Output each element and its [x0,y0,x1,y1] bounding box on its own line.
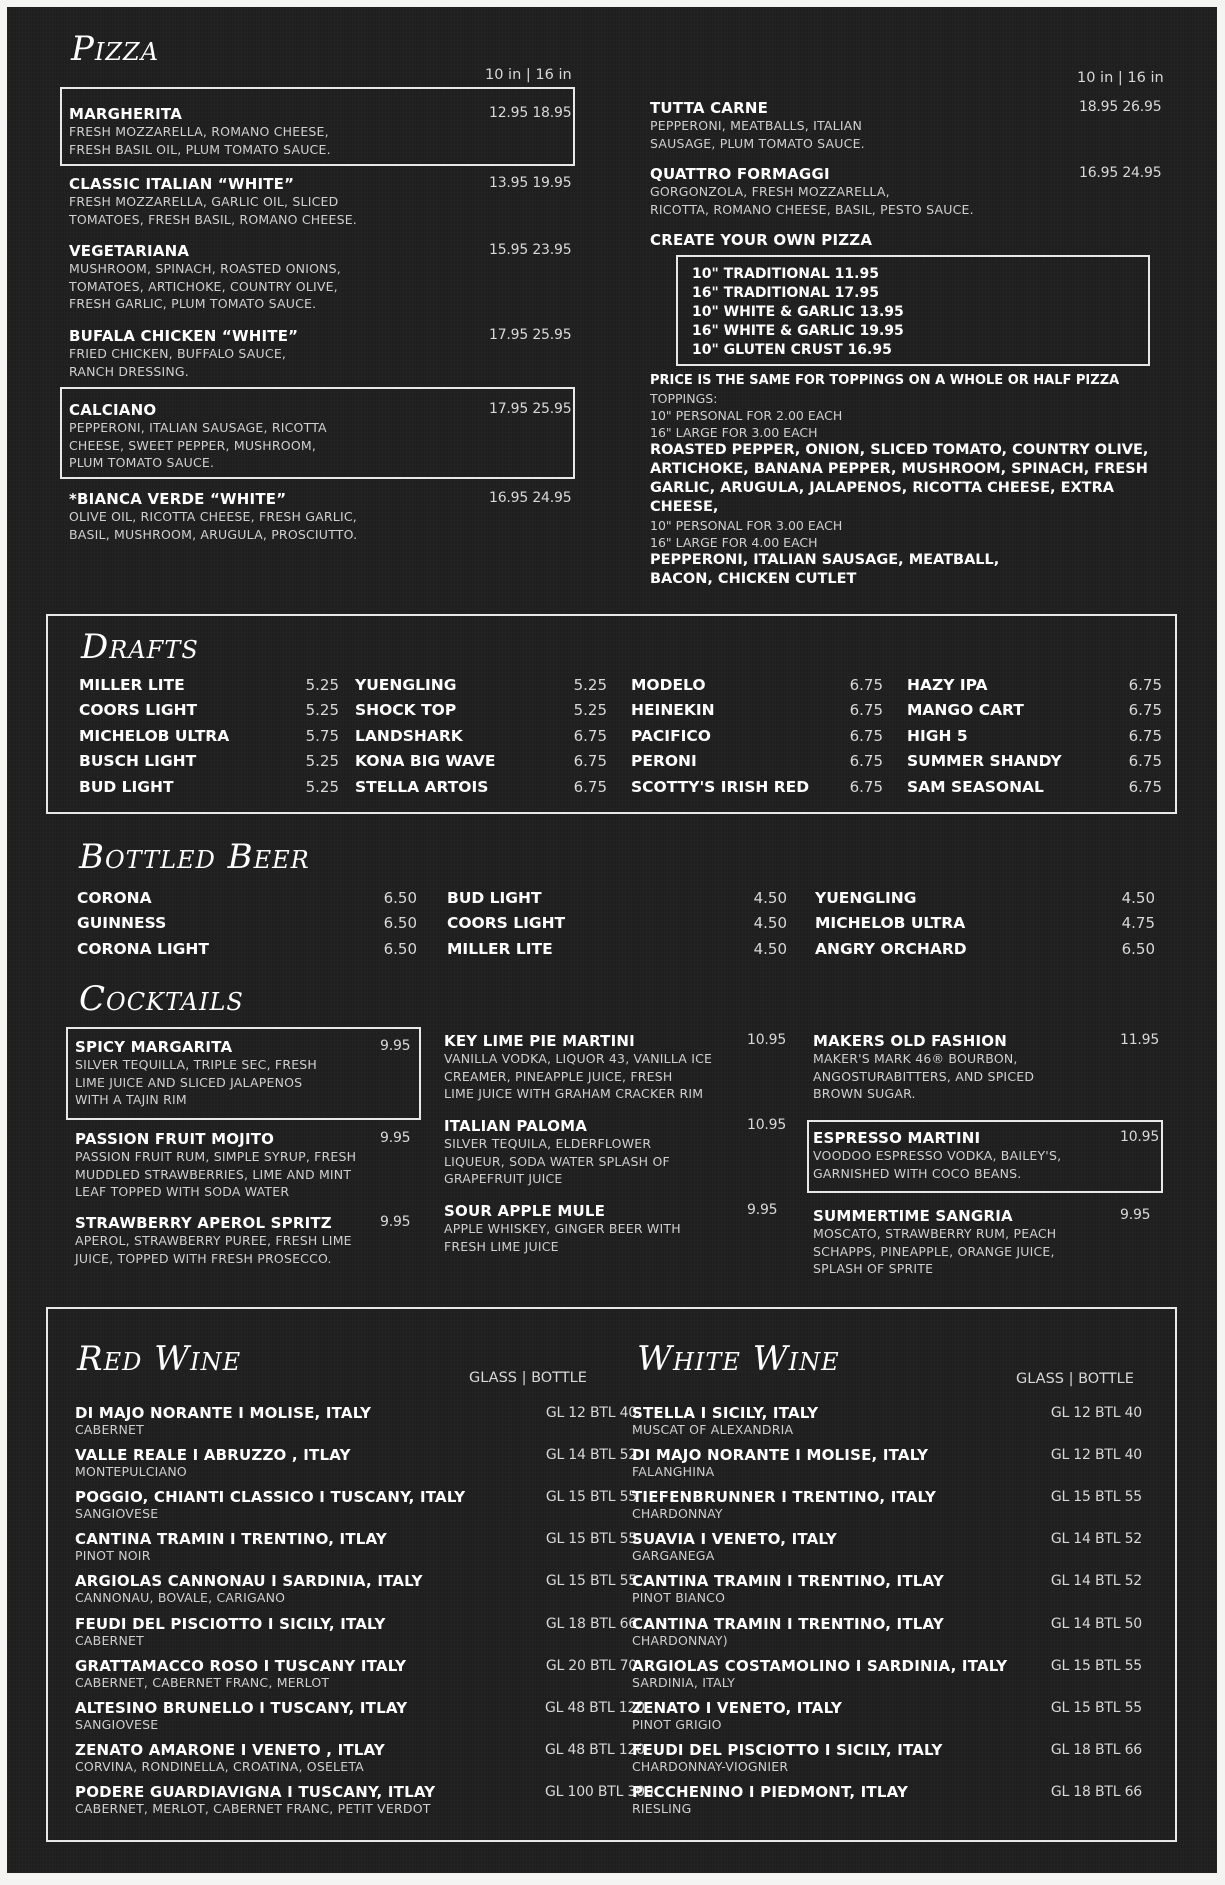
item-desc: RICOTTA, ROMANO CHEESE, BASIL, PESTO SAUCE. [650,201,974,217]
item-name: MILLER LITE [79,676,185,694]
wine-item [632,1530,1172,1563]
wine-name: DI MAJO NORANTE I MOLISE, ITALY [632,1446,929,1465]
item-price: 10.95 [1120,1129,1160,1145]
item-name: STELLA ARTOIS [355,778,489,796]
drafts-item [631,727,883,745]
wine-price: GL 18 BTL 66 [545,1615,637,1632]
wine-grape: CHARDONNAY [632,1506,723,1522]
wine-name: FEUDI DEL PISCIOTTO I SICILY, ITALY [632,1740,943,1759]
item-desc: PASSION FRUIT RUM, SIMPLE SYRUP, FRESH [75,1149,357,1164]
wine-item [632,1446,1172,1479]
item-name: SUMMER SHANDY [907,752,1062,770]
item-price: 6.75 [1128,701,1162,719]
wine-item [632,1699,1172,1732]
item-name: MAKERS OLD FASHION [813,1032,1007,1050]
item-price: 6.75 [1128,752,1162,770]
wine-name: TIEFENBRUNNER I TRENTINO, ITALY [632,1488,937,1507]
item-name: CORONA LIGHT [77,940,209,958]
topping-price: 10" PERSONAL FOR 2.00 EACH [650,408,843,423]
wine-item [632,1783,1172,1816]
wine-grape: CANNONAU, BOVALE, CARIGANO [75,1590,286,1606]
item-desc: GARNISHED WITH COCO BEANS. [813,1165,1022,1181]
wine-grape: RIESLING [632,1800,692,1816]
wine-item [75,1656,637,1690]
item-price: 5.75 [305,727,339,745]
item-desc: BROWN SUGAR. [813,1086,916,1101]
item-price: 6.75 [573,778,607,796]
wine-name: ARGIOLAS COSTAMOLINO I SARDINIA, ITALY [632,1656,1008,1675]
item-desc: RANCH DRESSING. [69,363,189,379]
item-desc: CREAMER, PINEAPPLE JUICE, FRESH [444,1068,673,1084]
create-your-own-box [676,255,1150,366]
wine-item [632,1488,1172,1521]
wine-price: GL 15 BTL 55 [1050,1489,1142,1506]
item-name: ITALIAN PALOMA [444,1117,588,1135]
cocktail-item [813,1207,1153,1278]
item-name: BUD LIGHT [79,778,174,796]
item-desc: MUDDLED STRAWBERRIES, LIME AND MINT [75,1166,352,1182]
item-desc: VOODOO ESPRESSO VODKA, BAILEY'S, [813,1148,1062,1163]
toppings-info [650,371,1148,589]
item-desc: SILVER TEQUILLA, TRIPLE SEC, FRESH [75,1057,318,1072]
item-name: SAM SEASONAL [907,778,1044,796]
item-name: STRAWBERRY APEROL SPRITZ [75,1214,332,1232]
item-name: MODELO [631,676,706,694]
item-desc: SILVER TEQUILA, ELDERFLOWER [444,1136,652,1151]
menu-item [69,490,572,543]
item-price: 6.75 [849,701,883,719]
item-price: 6.50 [383,940,417,958]
item-name: LANDSHARK [355,727,463,745]
wine-grape: CABERNET [75,1422,144,1437]
topping-list: PEPPERONI, ITALIAN SAUSAGE, MEATBALL, [650,552,1000,568]
item-name: GUINNESS [77,914,167,932]
wine-name: ALTESINO BRUNELLO I TUSCANY, ITLAY [75,1698,408,1717]
wine-grape: CHARDONNAY) [632,1632,728,1648]
item-name: SHOCK TOP [355,701,457,719]
cocktail-item [444,1032,787,1103]
item-price: 6.75 [849,778,883,796]
wine-item [75,1404,637,1437]
wine-name: CANTINA TRAMIN I TRENTINO, ITLAY [75,1530,387,1549]
item-desc: FRESH GARLIC, PLUM TOMATO SAUCE. [69,296,317,311]
item-desc: FRESH MOZZARELLA, GARLIC OIL, SLICED [69,194,339,209]
topping-list: GARLIC, ARUGULA, JALAPENOS, RICOTTA CHEESE, EXTRA [650,480,1114,496]
drafts-item [907,676,1162,694]
item-name: PACIFICO [631,727,711,745]
item-name: COORS LIGHT [79,701,198,719]
item-price: 4.50 [1121,889,1155,907]
wine-item [75,1446,637,1480]
item-price: 5.25 [573,701,607,719]
item-price: 6.75 [573,727,607,745]
item-desc: WITH A TAJIN RIM [75,1092,187,1107]
item-price: 17.95 25.95 [489,327,572,343]
create-your-own-title: CREATE YOUR OWN PIZZA [650,231,873,249]
wine-price: GL 14 BTL 52 [1050,1573,1142,1590]
item-name: BUFALA CHICKEN “WHITE” [69,327,299,345]
wine-name: ZENATO I VENETO, ITALY [632,1698,843,1717]
red-wine-col-header: GLASS | BOTTLE [469,1370,587,1386]
item-desc: GRAPEFRUIT JUICE [444,1171,563,1186]
wine-grape: MONTEPULCIANO [75,1464,187,1480]
menu-item [69,105,572,158]
drafts-item [79,752,339,770]
wine-price: GL 48 BTL 120 [545,1699,645,1716]
drafts-section-title: Drafts [81,627,199,667]
drafts-item [79,676,339,694]
item-desc: OLIVE OIL, RICOTTA CHEESE, FRESH GARLIC, [69,509,357,524]
drafts-item [631,778,883,796]
wine-price: GL 12 BTL 40 [1050,1447,1142,1464]
item-price: 6.75 [1128,727,1162,745]
wine-price: GL 15 BTL 55 [1050,1699,1142,1716]
wine-grape: CORVINA, RONDINELLA, CROATINA, OSELETA [75,1758,364,1774]
wine-price: GL 15 BTL 55 [545,1573,637,1590]
wine-price: GL 15 BTL 55 [545,1489,637,1506]
wine-item [75,1572,637,1606]
item-name: BUD LIGHT [447,889,542,907]
item-desc: PLUM TOMATO SAUCE. [69,455,215,470]
item-name: MICHELOB ULTRA [79,727,230,745]
item-price: 18.95 26.95 [1079,99,1162,115]
bottled-beer-item [77,914,417,932]
item-price: 6.75 [849,727,883,745]
item-desc: JUICE, TOPPED WITH FRESH PROSECCO. [75,1250,332,1266]
item-price: 16.95 24.95 [489,490,572,506]
wine-name: PECCHENINO I PIEDMONT, ITLAY [632,1782,909,1801]
item-name: MILLER LITE [447,940,553,958]
topping-price: 16" LARGE FOR 3.00 EACH [650,425,818,440]
drafts-item [79,701,339,719]
item-desc: LIME JUICE WITH GRAHAM CRACKER RIM [444,1086,704,1101]
item-price: 6.50 [383,889,417,907]
item-desc: LIQUEUR, SODA WATER SPLASH OF [444,1153,670,1169]
wine-grape: CABERNET [75,1632,144,1648]
menu-item [650,99,1162,152]
drafts-item [79,778,339,796]
wine-name: STELLA I SICILY, ITALY [632,1404,819,1422]
item-desc: ANGOSTURABITTERS, AND SPICED [813,1068,1035,1084]
item-desc: CHEESE, SWEET PEPPER, MUSHROOM, [69,437,317,453]
wine-grape: SANGIOVESE [75,1506,159,1522]
bottled-beer-item [447,889,787,907]
cocktail-item [813,1032,1160,1103]
item-desc: GORGONZOLA, FRESH MOZZARELLA, [650,184,890,199]
wine-item [632,1404,1172,1437]
item-desc: FRIED CHICKEN, BUFFALO SAUCE, [69,346,287,361]
item-name: HEINEKIN [631,701,715,719]
wine-price: GL 14 BTL 50 [1050,1615,1142,1632]
item-desc: APEROL, STRAWBERRY PUREE, FRESH LIME [75,1233,352,1248]
wine-price: GL 14 BTL 52 [545,1447,637,1464]
wine-grape: CABERNET, MERLOT, CABERNET FRANC, PETIT VERDOT [75,1800,431,1816]
drafts-item [355,676,607,694]
wine-item [75,1740,645,1774]
wine-price: GL 18 BTL 66 [1050,1741,1142,1758]
wine-item [632,1572,1172,1605]
item-price: 4.50 [753,914,787,932]
wine-price: GL 20 BTL 70 [545,1657,637,1674]
item-desc: PEPPERONI, MEATBALLS, ITALIAN [650,118,863,133]
item-name: QUATTRO FORMAGGI [650,165,830,183]
white-wine-section-title: White Wine [637,1339,840,1379]
item-desc: TOMATOES, FRESH BASIL, ROMANO CHEESE. [69,211,357,227]
crust-option: 10" TRADITIONAL 11.95 [692,266,879,282]
wine-name: PODERE GUARDIAVIGNA I TUSCANY, ITLAY [75,1782,436,1801]
wine-name: CANTINA TRAMIN I TRENTINO, ITLAY [632,1572,944,1591]
item-price: 10.95 [747,1032,787,1048]
wine-grape: SARDINIA, ITALY [632,1674,736,1690]
drafts-item [355,752,607,770]
drafts-item [355,701,607,719]
bottled-beer-item [815,940,1155,958]
wine-grape: PINOT NOIR [75,1548,151,1564]
wine-name: VALLE REALE I ABRUZZO , ITLAY [75,1446,351,1465]
crust-option: 10" WHITE & GARLIC 13.95 [692,304,904,320]
menu-item [69,327,572,380]
item-desc: LIME JUICE AND SLICED JALAPENOS [75,1074,303,1090]
bottled-beer-section-title: Bottled Beer [79,837,310,877]
item-name: CORONA [77,889,152,907]
menu-item [69,401,572,472]
item-price: 4.75 [1121,914,1155,932]
item-price: 9.95 [747,1202,778,1218]
item-name: VEGETARIANA [69,242,190,260]
item-name: TUTTA CARNE [650,99,769,117]
item-price: 5.25 [305,778,339,796]
bottled-beer-item [447,940,787,958]
white-wine-col-header: GLASS | BOTTLE [1016,1371,1134,1387]
wine-name: GRATTAMACCO ROSO I TUSCANY ITALY [75,1656,407,1675]
wine-grape: FALANGHINA [632,1464,715,1480]
menu-board [7,7,1217,1873]
item-name: SPICY MARGARITA [75,1038,233,1056]
item-name: ESPRESSO MARTINI [813,1129,981,1147]
item-price: 4.50 [753,889,787,907]
wine-item [75,1782,654,1816]
item-name: ANGRY ORCHARD [815,940,967,958]
wine-name: SUAVIA I VENETO, ITALY [632,1530,837,1549]
item-desc: MAKER'S MARK 46® BOURBON, [813,1051,1018,1066]
wine-grape: CHARDONNAY-VIOGNIER [632,1758,789,1774]
wine-item [632,1657,1172,1690]
bottled-beer-item [77,940,417,958]
red-wine-section-title: Red Wine [77,1339,242,1379]
item-desc: SAUSAGE, PLUM TOMATO SAUCE. [650,135,865,151]
pizza-size-header-right: 10 in | 16 in [1077,70,1164,86]
wine-name: FEUDI DEL PISCIOTTO I SICILY, ITALY [75,1614,386,1633]
drafts-item [631,752,883,770]
item-price: 6.50 [1121,940,1155,958]
item-price: 17.95 25.95 [489,401,572,417]
wine-name: DI MAJO NORANTE I MOLISE, ITALY [75,1404,372,1422]
drafts-item [907,701,1162,719]
item-price: 13.95 19.95 [489,175,572,191]
wine-item [75,1698,645,1732]
item-name: YUENGLING [815,889,917,907]
item-name: HAZY IPA [907,676,988,694]
cocktail-item [75,1130,415,1201]
item-name: COORS LIGHT [447,914,566,932]
drafts-item [907,778,1162,796]
item-name: PASSION FRUIT MOJITO [75,1130,275,1148]
pizza-size-header-left: 10 in | 16 in [485,67,572,83]
cocktail-item [75,1214,415,1267]
item-price: 5.25 [305,676,339,694]
bottled-beer-item [815,914,1155,932]
item-desc: TOMATOES, ARTICHOKE, COUNTRY OLIVE, [69,278,338,294]
toppings-same-price-note: PRICE IS THE SAME FOR TOPPINGS ON A WHOLE OR HALF PIZZA [650,373,1120,388]
item-desc: APPLE WHISKEY, GINGER BEER WITH [444,1221,681,1236]
item-desc: LEAF TOPPED WITH SODA WATER [75,1184,290,1199]
topping-list: BACON, CHICKEN CUTLET [650,571,857,587]
item-desc: BASIL, MUSHROOM, ARUGULA, PROSCIUTTO. [69,526,358,542]
item-name: MICHELOB ULTRA [815,914,966,932]
item-desc: MOSCATO, STRAWBERRY RUM, PEACH [813,1226,1057,1241]
item-price: 9.95 [1120,1207,1151,1223]
item-name: SOUR APPLE MULE [444,1202,606,1220]
wine-price: GL 48 BTL 120 [545,1741,645,1758]
wine-price: GL 100 BTL 300 [545,1783,654,1800]
wine-grape: CABERNET, CABERNET FRANC, MERLOT [75,1674,330,1690]
topping-list: CHEESE, [650,499,719,515]
item-desc: SCHAPPS, PINEAPPLE, ORANGE JUICE, [813,1243,1055,1259]
wine-item [75,1614,637,1648]
drafts-item [631,676,883,694]
item-name: *BIANCA VERDE “WHITE” [69,490,287,508]
menu-item [650,165,1162,218]
drafts-item [907,727,1162,745]
item-name: BUSCH LIGHT [79,752,197,770]
cocktail-item [444,1202,784,1255]
item-price: 12.95 18.95 [489,105,572,121]
item-name: CALCIANO [69,401,157,419]
wine-grape: GARGANEGA [632,1548,715,1564]
wine-price: GL 15 BTL 55 [545,1531,637,1548]
item-price: 10.95 [747,1117,787,1133]
crust-option: 16" TRADITIONAL 17.95 [692,285,879,301]
topping-price: 10" PERSONAL FOR 3.00 EACH [650,518,843,533]
wine-name: POGGIO, CHIANTI CLASSICO I TUSCANY, ITALY [75,1488,466,1507]
drafts-item [907,752,1162,770]
item-price: 6.50 [383,914,417,932]
item-price: 16.95 24.95 [1079,165,1162,181]
item-name: CLASSIC ITALIAN “WHITE” [69,175,295,193]
item-desc: VANILLA VODKA, LIQUOR 43, VANILLA ICE [444,1051,713,1066]
topping-price: 16" LARGE FOR 4.00 EACH [650,535,818,550]
item-name: SCOTTY'S IRISH RED [631,778,810,796]
wine-item [632,1615,1172,1648]
wine-item [75,1530,637,1564]
crust-option: 10" GLUTEN CRUST 16.95 [692,342,892,358]
wine-grape: MUSCAT OF ALEXANDRIA [632,1422,794,1437]
wine-item [632,1741,1172,1774]
topping-list: ARTICHOKE, BANANA PEPPER, MUSHROOM, SPINACH, FRESH [650,461,1148,477]
item-price: 4.50 [753,940,787,958]
item-name: KEY LIME PIE MARTINI [444,1032,635,1050]
cocktail-item [813,1129,1160,1182]
wine-name: CANTINA TRAMIN I TRENTINO, ITLAY [632,1614,944,1633]
item-price: 15.95 23.95 [489,242,572,258]
item-price: 9.95 [380,1130,411,1146]
item-price: 6.75 [849,676,883,694]
topping-list: ROASTED PEPPER, ONION, SLICED TOMATO, COUNTRY OLIVE, [650,442,1149,458]
cocktails-section-title: Cocktails [79,979,244,1019]
wine-price: GL 12 BTL 40 [545,1405,637,1421]
item-price: 6.75 [573,752,607,770]
wine-price: GL 14 BTL 52 [1050,1531,1142,1548]
wine-grape: SANGIOVESE [75,1716,159,1732]
wine-item [75,1488,637,1522]
crust-option: 16" WHITE & GARLIC 19.95 [692,323,904,339]
bottled-beer-item [77,889,417,907]
wine-grape: PINOT BIANCO [632,1590,726,1606]
item-desc: SPLASH OF SPRITE [813,1261,934,1276]
item-desc: FRESH BASIL OIL, PLUM TOMATO SAUCE. [69,141,331,157]
drafts-item [355,778,607,796]
item-price: 5.25 [305,701,339,719]
wine-grape: PINOT GRIGIO [632,1716,722,1732]
item-name: SUMMERTIME SANGRIA [813,1207,1013,1225]
item-desc: PEPPERONI, ITALIAN SAUSAGE, RICOTTA [69,420,327,435]
wine-name: ARGIOLAS CANNONAU I SARDINIA, ITALY [75,1572,423,1591]
drafts-item [631,701,883,719]
item-price: 9.95 [380,1214,411,1230]
item-desc: FRESH MOZZARELLA, ROMANO CHEESE, [69,124,329,139]
menu-item [69,242,572,313]
cocktail-item [444,1117,787,1188]
item-name: KONA BIG WAVE [355,752,496,770]
item-price: 6.75 [849,752,883,770]
item-name: PERONI [631,752,697,770]
drafts-item [79,727,339,745]
bottled-beer-item [815,889,1155,907]
item-desc: MUSHROOM, SPINACH, ROASTED ONIONS, [69,261,341,276]
item-name: YUENGLING [355,676,457,694]
item-name: MARGHERITA [69,105,183,123]
item-price: 5.25 [573,676,607,694]
wine-price: GL 15 BTL 55 [1050,1657,1142,1674]
wine-price: GL 18 BTL 66 [1050,1783,1142,1800]
item-price: 6.75 [1128,676,1162,694]
bottled-beer-item [447,914,787,932]
wine-name: ZENATO AMARONE I VENETO , ITLAY [75,1740,385,1759]
menu-item [69,175,572,228]
item-desc: FRESH LIME JUICE [444,1238,559,1254]
item-name: HIGH 5 [907,727,968,745]
toppings-label: TOPPINGS: [650,391,718,406]
item-price: 5.25 [305,752,339,770]
drafts-item [355,727,607,745]
item-price: 9.95 [380,1038,411,1054]
item-price: 6.75 [1128,778,1162,796]
pizza-section-title: Pizza [71,29,160,69]
cocktail-item [75,1038,415,1109]
item-name: MANGO CART [907,701,1024,719]
wine-price: GL 12 BTL 40 [1050,1405,1142,1421]
item-price: 11.95 [1120,1032,1160,1048]
